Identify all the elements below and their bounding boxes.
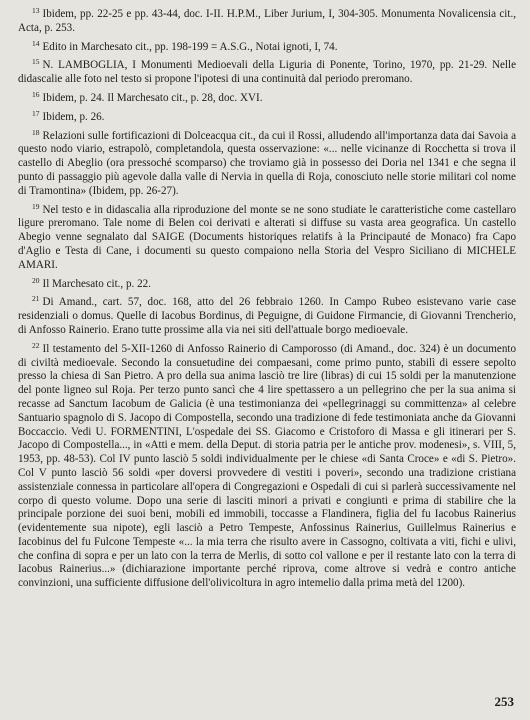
footnote-text: N. LAMBOGLIA, I Monumenti Medioevali della Liguria di Ponente, Torino, 1970, pp. 21-29. Nelle didascalie alle foto nel testo si propone l'ipotesi di una continuità dal periodo preromano. <box>18 59 516 86</box>
footnote-text: Ibidem, p. 24. Il Marchesato cit., p. 28, doc. XVI. <box>42 91 263 104</box>
footnote-22 <box>18 339 516 591</box>
footnote-17 <box>18 107 516 125</box>
footnote-number: 19 <box>32 201 40 211</box>
footnote-text: Edito in Marchesato cit., pp. 198-199 = A.S.G., Notai ignoti, I, 74. <box>42 40 338 53</box>
footnote-number: 22 <box>32 340 40 350</box>
footnote-19 <box>18 200 516 273</box>
footnote-21 <box>18 292 516 337</box>
footnote-text: Il testamento del 5-XII-1260 di Anfosso Rainerio di Camporosso (di Amand., doc. 324) è un documento di civiltà medioevale. Secondo la consuetudine dei compaesani, come primo punto, stabilì di essere sepolto presso la chiesa di San Pietro. A pro della sua anima lasciò tre lire (libras) di cui 15 soldi per la manutenzione del ponte ligneo sul Roja. Per terzo punto sancì che 4 lire spettassero a un pellegrino che per la sua anima si recasse ad Sanctum Iacobum de Galicia (è una testimonianza dei «pellegrinaggi su committenza» al celebre Santuario spagnolo di S. Jacopo di Compostella, secondo una tradizione di fede testimoniata anche da Giovanni Boccaccio. Vedi U. FORMENTINI, L'ospedale dei SS. Giacomo e Cristoforo di Massa e gli itinerari per S. Jacopo di Compostella..., in «Atti e mem. della Deput. di storia patria per le antiche prov. modenesi», s. VIII, 5, 1953, pp. 48-53). Col IV punto lasciò 5 soldi individualmente per le chiese «di Santa Croce» e «di S. Pietro». Col V punto lasciò 56 soldi «per doversi provvedere di vestiti i poveri», secondo una tradizione cristiana assistenziale connessa in particolare all'opera di Congregazioni e Ospedali di cui si parlerà successivamente nel corpo di questo volume. Dopo una serie di lasciti minori a privati e congiunti e prima di stabilire che la principale porzione dei suoi beni, mobili ed immobili, toccasse a Flandinera, figlia del fu Iacobus Rainerius (evidentemente sua nipote), egli lasciò a Petro Tempeste, Anfossinus Rainerius, Guillelmus Rainerius e Iacobinus del fu Fulcone Tempeste «... la mia terra che risulto avere in Cassogno, coltivata a viti, fichi e ulivi, che confina di sopra e per un lato con la terra de Merlis, di sotto col vallone e per il restante lato con la terra di Iacobus Rainerius...» (dichiarazione importante perché riprova, come altrove si vedrà e contro antiche convinzioni, una sufficiente diffusione dell'olivicoltura in agro intemelio dalla prima metà del 1200). <box>18 342 516 590</box>
footnote-number: 20 <box>32 275 40 285</box>
footnote-number: 21 <box>32 294 40 304</box>
footnotes <box>18 4 516 591</box>
footnote-16 <box>18 88 516 106</box>
footnote-number: 18 <box>32 127 40 137</box>
footnote-18 <box>18 126 516 199</box>
page-number: 253 <box>494 694 514 709</box>
footnote-number: 14 <box>32 38 40 48</box>
footnote-text: Il Marchesato cit., p. 22. <box>42 277 151 290</box>
footnote-text: Ibidem, pp. 22-25 e pp. 43-44, doc. I-II. H.P.M., Liber Jurium, I, 304-305. Monumenta Novalicensia cit., Acta, p. 253. <box>18 8 516 34</box>
footnote-number: 15 <box>32 57 40 67</box>
footnote-text: Nel testo e in didascalia alla riproduzione del monte se ne sono studiate le caratteristiche come castellaro ligure preromano. Tale nome di Belen coi derivati e alterati si diffuse su vasta area geografica. Un castello Abegio venne segnalato dal SAIGE (Documents historiques relatifs à la Principauté de Monaco) fra Capo d'Aglio e Testa di Cane, i documenti su questo compaiono nella Storia del Vespro Siciliano di MICHELE AMARI. <box>18 203 516 271</box>
footnote-13 <box>18 4 516 36</box>
footnote-text: Di Amand., cart. 57, doc. 168, atto del 26 febbraio 1260. In Campo Rubeo esistevano varie case residenziali o domus. Quelle di Iacobus Bordinus, di Peguigne, di Guidone Firmancie, di Giovanni Trencherio, di Anfosso Rainerio. Erano tutte prossime alla via nei siti dell'attuale borgo medioevale. <box>18 296 516 336</box>
footnote-20 <box>18 274 516 292</box>
footnote-number: 17 <box>32 108 40 118</box>
footnote-text: Ibidem, p. 26. <box>42 110 105 123</box>
footnote-15 <box>18 55 516 87</box>
footnote-number: 16 <box>32 89 40 99</box>
footnote-14 <box>18 37 516 55</box>
footnote-number: 13 <box>32 6 40 15</box>
footnote-text: Relazioni sulle fortificazioni di Dolceacqua cit., da cui il Rossi, alludendo all'importanza data dai Savoia a questo nodo viario, estrapolò, completandola, questa osservazione: «... nelle vicinanze di Rocchetta si trova il castello di Abeglio (ora pressoché scomparso) che troviamo già in possesso dei Doria nel 1341 e che segna il punto di passaggio più agevole dalla valle di Nervia in quella di Roja, conosciuto nelle storie militari col nome di Tramontina» (Ibidem, pp. 26-27). <box>18 129 516 197</box>
